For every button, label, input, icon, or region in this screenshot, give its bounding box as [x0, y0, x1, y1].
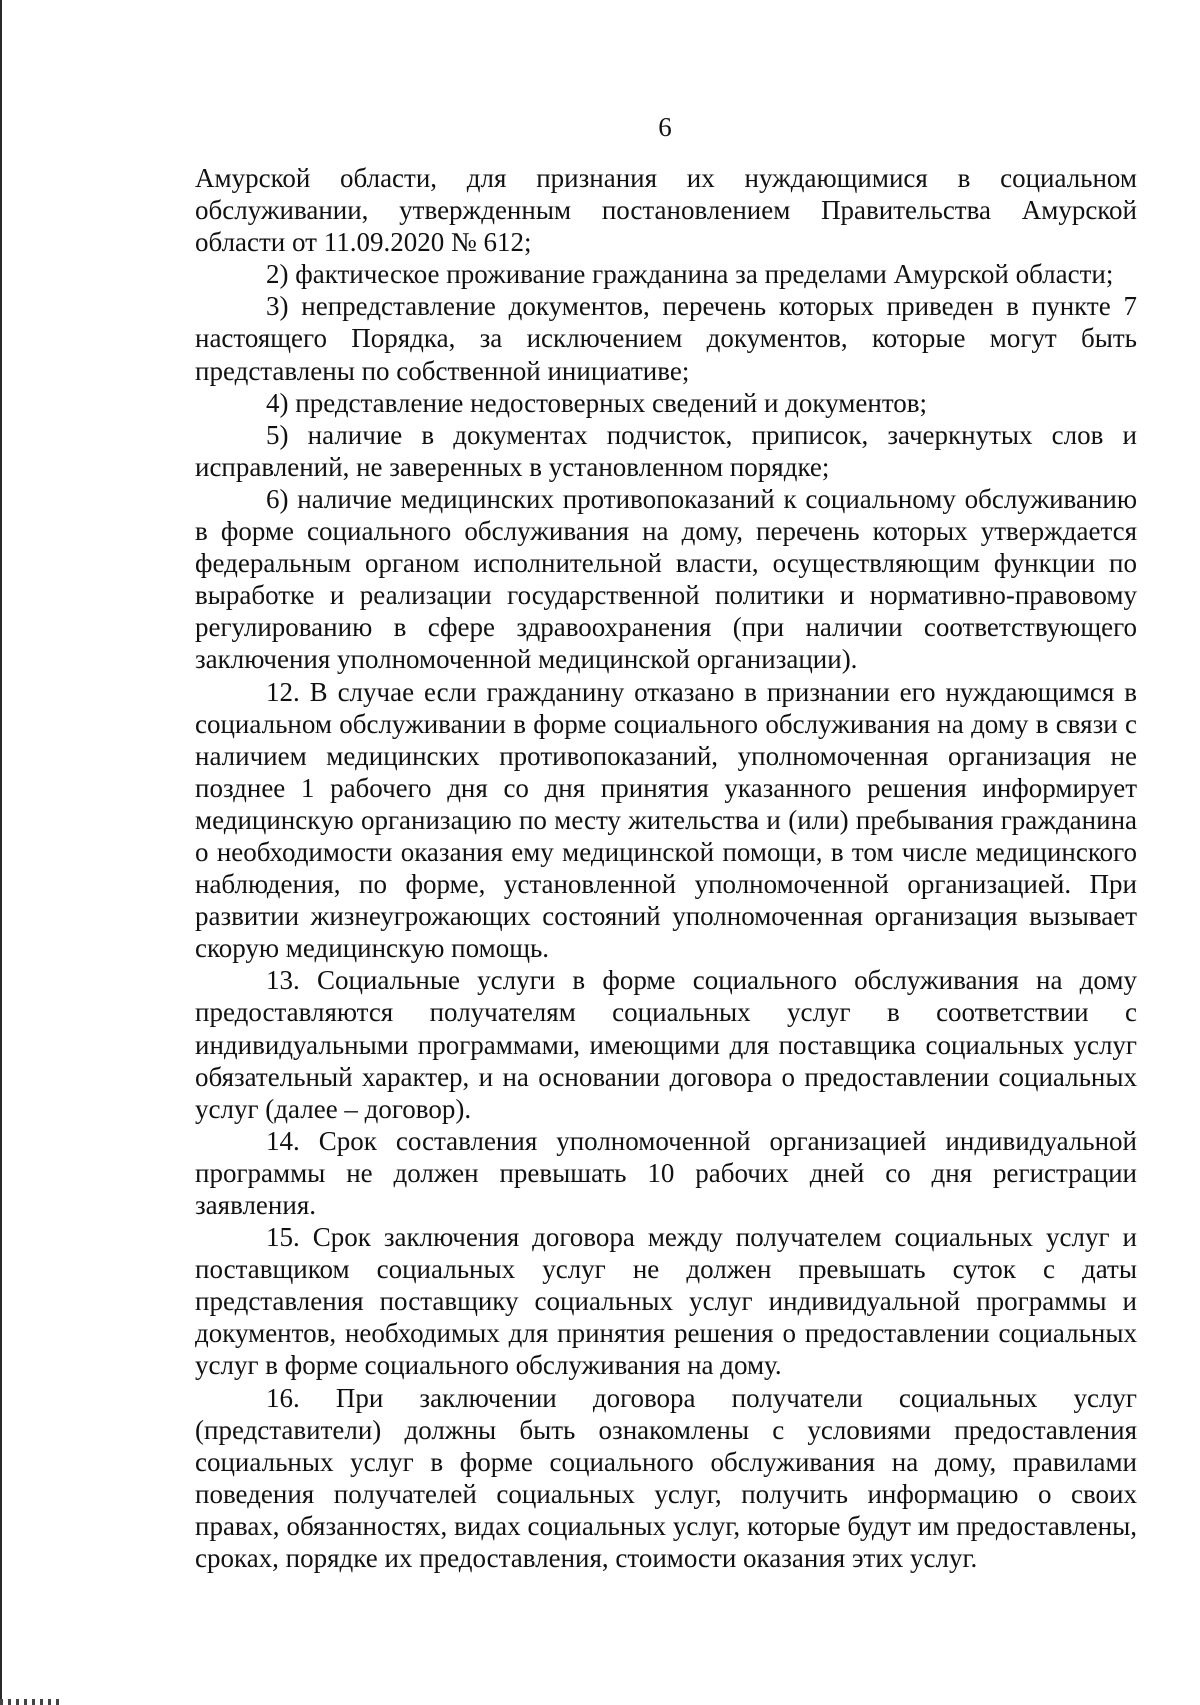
paragraph-item-6: 6) наличие медицинских противопоказаний к социальному обслуживанию в форме социального обслуживания на дому, перечень которых утверждается федеральным органом исполнительной власти, осуществляющим функции по выработке и реализации государственной политики и нормативно-правовому регулированию в сфере здравоохранения (при наличии соответствующего заключения уполномоченной медицинской организации). [195, 483, 1137, 675]
scan-mark [0, 1699, 64, 1705]
paragraph-item-2: 2) фактическое проживание гражданина за пределами Амурской области; [266, 259, 1114, 290]
paragraph-clause-15: 15. Срок заключения договора между получателем социальных услуг и поставщиком социальных услуг не должен превышать суток с даты представления поставщику социальных услуг индивидуальной программы и документов, необходимых для принятия решения о предоставлении социальных услуг в форме социального обслуживания на дому. [195, 1222, 1137, 1381]
document-body [195, 162, 1137, 1574]
scan-edge [0, 0, 2, 1705]
paragraph-clause-14: 14. Срок составления уполномоченной организацией индивидуальной программы не должен превышать 10 рабочих дней со дня регистрации заявления. [195, 1125, 1137, 1220]
paragraph-item-5: 5) наличие в документах подчисток, приписок, зачеркнутых слов и исправлений, не заверенных в установленном порядке; [195, 419, 1137, 482]
paragraph-item-3: 3) непредставление документов, перечень которых приведен в пункте 7 настоящего Порядка, за исключением документов, которые могут быть представлены по собственной инициативе; [195, 291, 1137, 386]
paragraph-item-4: 4) представление недостоверных сведений и документов; [266, 387, 928, 418]
paragraph-clause-13: 13. Социальные услуги в форме социального обслуживания на дому предоставляются получателям социальных услуг в соответствии с индивидуальными программами, имеющими для поставщика социальных услуг обязательный характер, и на основании договора о предоставлении социальных услуг (далее – договор). [195, 965, 1137, 1124]
page-number: 6 [658, 112, 672, 142]
paragraph-continuation: Амурской области, для признания их нуждающимися в социальном обслуживании, утвержденным постановлением Правительства Амурской области от 11.09.2020 № 612; [195, 163, 1137, 258]
paragraph-clause-12: 12. В случае если гражданину отказано в признании его нуждающимся в социальном обслуживании в форме социального обслуживания на дому в связи с наличием медицинских противопоказаний, уполномоченная организация не позднее 1 рабочего дня со дня принятия указанного решения информирует медицинскую организацию по месту жительства и (или) пребывания гражданина о необходимости оказания ему медицинской помощи, в том числе медицинского наблюдения, по форме, установленной уполномоченной организацией. При развитии жизнеугрожающих состояний уполномоченная организация вызывает скорую медицинскую помощь. [195, 676, 1137, 964]
paragraph-clause-16: 16. При заключении договора получатели социальных услуг (представители) должны быть ознакомлены с условиями предоставления социальных услуг в форме социального обслуживания на дому, правилами поведения получателей социальных услуг, получить информацию о своих правах, обязанностях, видах социальных услуг, которые будут им предоставлены, сроках, порядке их предоставления, стоимости оказания этих услуг. [195, 1382, 1137, 1574]
